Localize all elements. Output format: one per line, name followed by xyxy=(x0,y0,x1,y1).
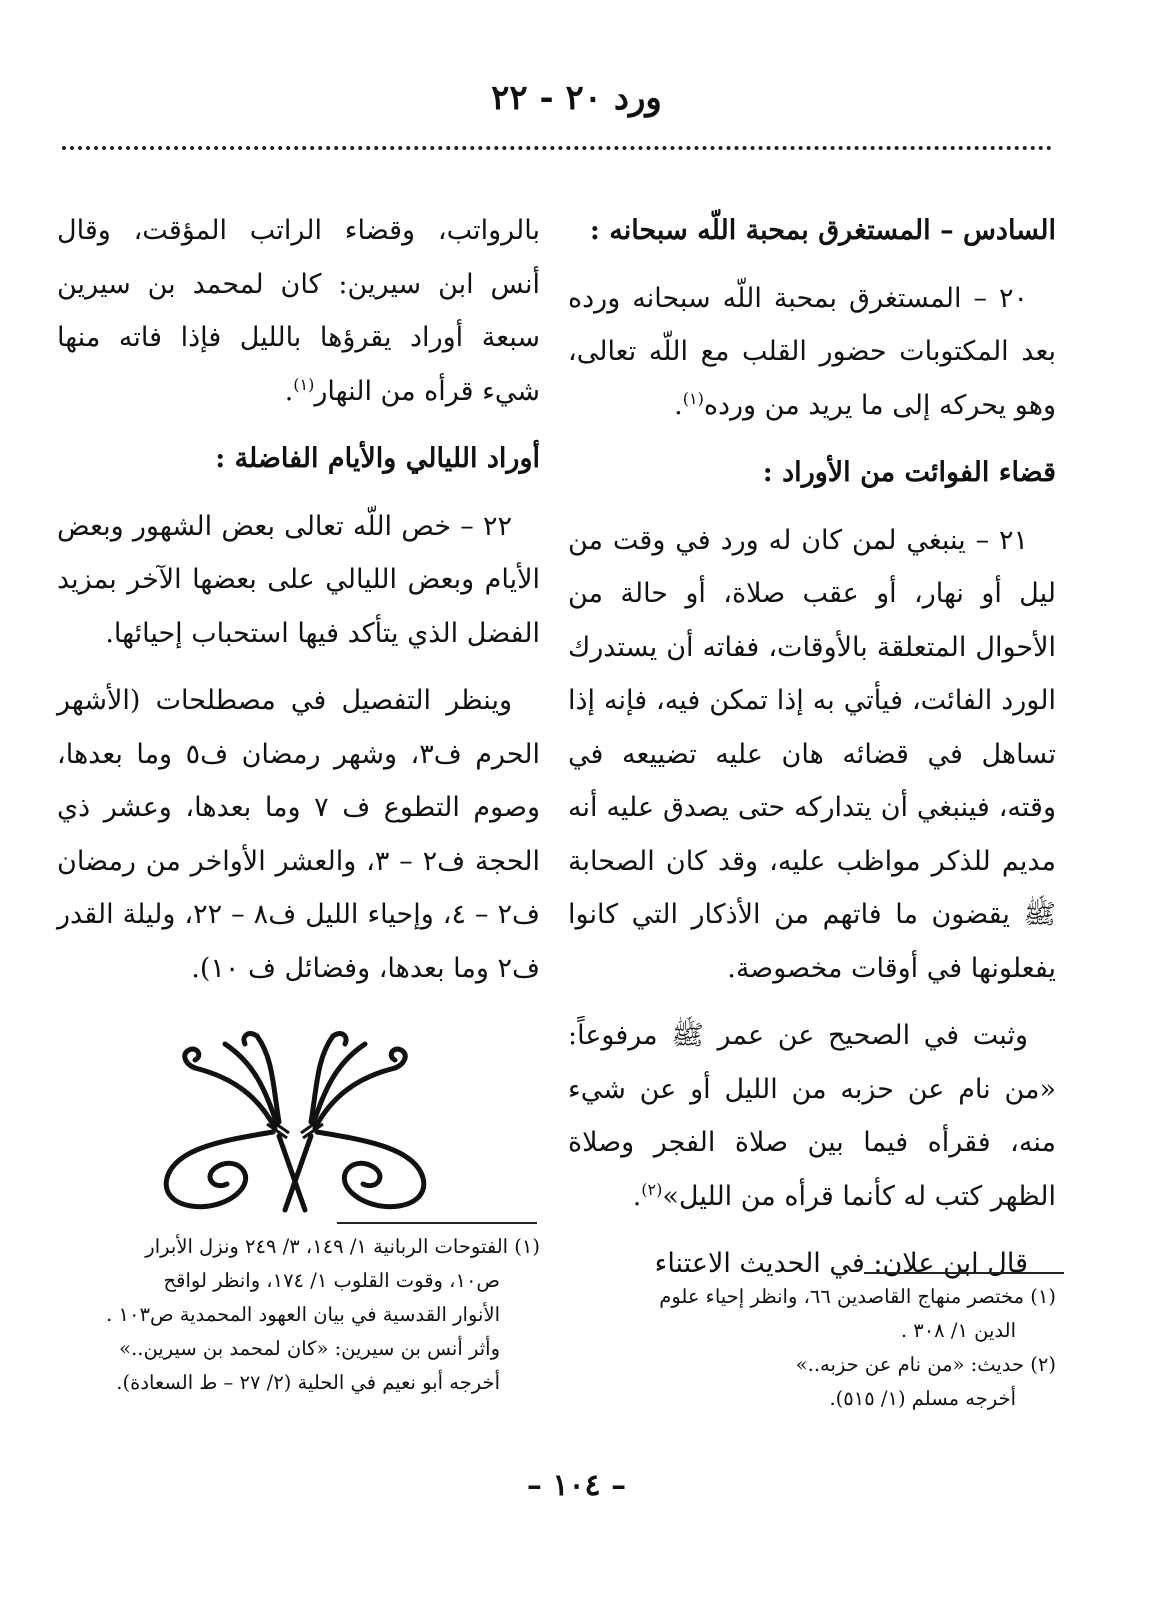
running-head: ورد ٢٠ - ٢٢ xyxy=(491,78,662,118)
paragraph-hadith-text: وثبت في الصحيح عن عمر ﷺ مرفوعاً: «من نام عن حزبه من الليل أو عن شيء منه، فقرأه فيما بين صلاة الفجر وصلاة الظهر كتب له كأنما قرأه من الليل» xyxy=(568,1020,1056,1212)
paragraph-20-end: . xyxy=(674,389,683,421)
header-dotted-rule xyxy=(62,146,1052,150)
footnotes-right xyxy=(568,1280,1056,1416)
paragraph-hadith xyxy=(568,1009,1056,1223)
footnote-text: مختصر منهاج القاصدين ٦٦، وانظر إحياء علوم xyxy=(659,1285,1025,1308)
footnotes-left xyxy=(60,1230,540,1400)
footnote-rule-left xyxy=(337,1222,537,1224)
footnote-1-line-4: وأثر أنس بن سيرين: «كان لمحمد بن سيرين..» xyxy=(119,1337,500,1360)
footnote-1-line-2: الدين ١/ ٣٠٨ . xyxy=(900,1319,1016,1342)
paragraph-21: ٢١ – ينبغي لمن كان له ورد في وقت من ليل أو نهار، أو عقب صلاة، أو حالة من الأحوال المتعلقة بالأوقات، ففاته أن يستدرك الورد الفائت، فيأتي به إذا تمكن فيه، فإنه إذا تساهل في قضائه هان عليه تضييعه في وقته، فينبغي أن يتداركه حتى يصدق عليه أنه مديم للذكر مواظب عليه، وقد كان الصحابة ﷺ يقضون ما فاتهم من الأذكار التي كانوا يفعلونها في أوقات مخصوصة. xyxy=(568,524,1056,984)
footnote-text: حديث: «من نام عن حزبه..» xyxy=(795,1353,1025,1376)
footnote-rule-right xyxy=(864,1272,1064,1274)
heading-sixth: السادس – المستغرق بمحبة اللّه سبحانه : xyxy=(589,215,1056,246)
paragraph-continued xyxy=(57,204,540,418)
paragraph-ibn-allan: قال ابن علان: في الحديث الاعتناء xyxy=(654,1248,1028,1279)
paragraph-22: ٢٢ – خص اللّه تعالى بعض الشهور وبعض الأيام وبعض الليالي على بعضها الآخر بمزيد الفضل الذي يتأكد فيها استحباب إحيائها. xyxy=(57,510,540,649)
footnote-number: (١) xyxy=(514,1235,540,1258)
paragraph-continued-end: . xyxy=(284,375,294,407)
left-column xyxy=(57,204,540,1009)
page-number: – ١٠٤ – xyxy=(526,1468,627,1503)
footnote-text: الفتوحات الربانية ١/ ١٤٩، ٣/ ٢٤٩ ونزل الأبرار xyxy=(145,1235,509,1258)
footnote-number: (١) xyxy=(1030,1285,1056,1308)
footnote-number: (٢) xyxy=(1030,1353,1056,1376)
paragraph-hadith-end: . xyxy=(632,1180,642,1212)
footnote-1-line-1 xyxy=(60,1230,540,1264)
footnote-2-line-1 xyxy=(568,1348,1056,1382)
paragraph-tafsil: وينظر التفصيل في مصطلحات (الأشهر الحرم ف٣، وشهر رمضان ف٥ وما بعدها، وصوم التطوع ف ٧ وما بعدها، وعشر ذي الحجة ف٢ – ٣، والعشر الأواخر من رمضان ف٢ – ٤، وإحياء الليل ف٨ – ٢٢، وليلة القدر ف٢ وما بعدها، وفضائل ف ١٠). xyxy=(57,685,541,984)
heading-awrad-layali: أوراد الليالي والأيام الفاضلة : xyxy=(215,443,540,474)
footnote-ref: (١) xyxy=(293,374,315,394)
floral-ornament-icon xyxy=(155,1028,435,1218)
right-column xyxy=(568,204,1056,1305)
footnote-1-line-1 xyxy=(568,1280,1056,1314)
footnote-ref: (٢) xyxy=(641,1179,663,1199)
paragraph-continued-text: بالرواتب، وقضاء الراتب المؤقت، وقال أنس ابن سيرين: كان لمحمد بن سيرين سبعة أوراد يقرؤها بالليل فإذا فاته منها شيء قرأه من النهار xyxy=(57,215,540,407)
heading-qada-fawaet: قضاء الفوائت من الأوراد : xyxy=(762,457,1056,488)
paragraph-20 xyxy=(568,272,1056,433)
paragraph-20-text: ٢٠ – المستغرق بمحبة اللّه سبحانه ورده بعد المكتوبات حضور القلب مع اللّه تعالى، وهو يحركه إلى ما يريد من ورده xyxy=(568,282,1056,421)
footnote-1-line-3: الأنوار القدسية في بيان العهود المحمدية ص١٠٣ . xyxy=(106,1303,500,1326)
footnote-2-line-2: أخرجه مسلم (١/ ٥١٥). xyxy=(829,1387,1016,1410)
footnote-ref: (١) xyxy=(682,388,704,408)
footnote-1-line-2: ص١٠، وقوت القلوب ١/ ١٧٤، وانظر لواقح xyxy=(163,1269,500,1292)
footnote-1-line-5: أخرجه أبو نعيم في الحلية (٢/ ٢٧ – ط السعادة). xyxy=(116,1371,500,1394)
